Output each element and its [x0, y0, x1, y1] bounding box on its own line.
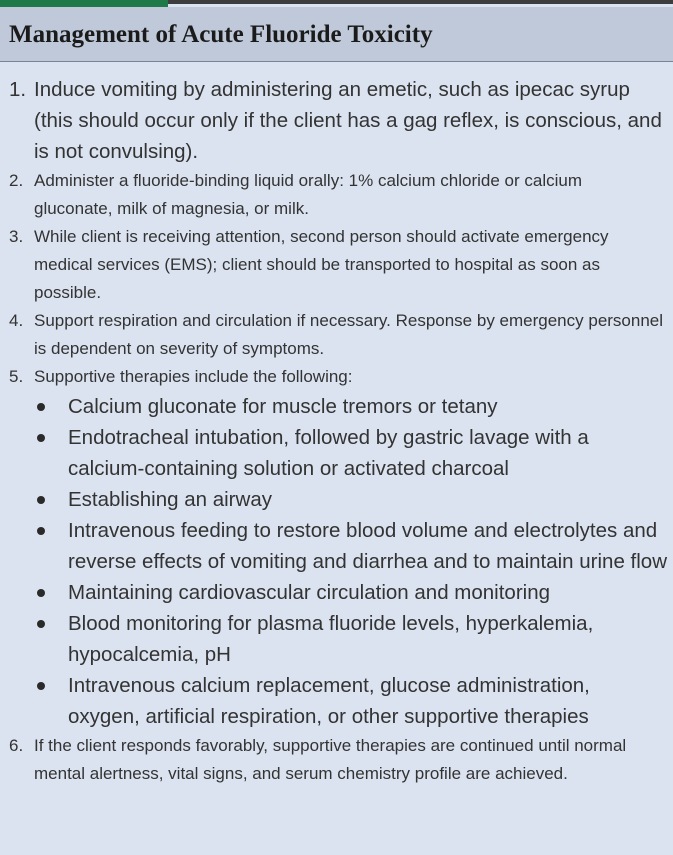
step-number: 3.	[9, 227, 24, 246]
step-2	[0, 167, 673, 223]
bullet-item	[0, 577, 673, 608]
step-1	[0, 74, 673, 167]
bullet-text: Establishing an airway	[68, 488, 272, 511]
bullet-item	[0, 422, 673, 484]
bullet-dot-icon	[37, 620, 45, 628]
bullet-text: Blood monitoring for plasma fluoride levels, hyperkalemia, hypocalcemia, pH	[68, 612, 594, 666]
bullet-dot-icon	[37, 434, 45, 442]
bullet-dot-icon	[37, 682, 45, 690]
step-text: If the client responds favorably, supportive therapies are continued until normal mental alertness, vital signs, and serum chemistry profile are achieved.	[34, 736, 627, 783]
bullet-item	[0, 484, 673, 515]
box-header	[0, 7, 673, 62]
bullet-dot-icon	[37, 496, 45, 504]
supportive-therapies-list	[0, 391, 673, 732]
step-text: While client is receiving attention, second person should activate emergency medical services (EMS); client should be transported to hospital as soon as possible.	[34, 227, 609, 302]
bullet-text: Intravenous calcium replacement, glucose administration, oxygen, artificial respiration, or other supportive therapies	[68, 674, 590, 728]
bullet-item	[0, 391, 673, 422]
step-number: 2.	[9, 171, 24, 190]
step-number: 6.	[9, 736, 24, 755]
top-accent-tab	[0, 0, 168, 7]
step-number: 5.	[9, 367, 24, 386]
step-3	[0, 223, 673, 307]
bullet-text: Endotracheal intubation, followed by gastric lavage with a calcium-containing solution or activated charcoal	[68, 426, 589, 480]
bullet-dot-icon	[37, 403, 45, 411]
step-text: Administer a fluoride-binding liquid orally: 1% calcium chloride or calcium gluconate, milk of magnesia, or milk.	[34, 171, 583, 218]
bullet-item	[0, 515, 673, 577]
bullet-item	[0, 670, 673, 732]
step-text: Induce vomiting by administering an emetic, such as ipecac syrup (this should occur only if the client has a gag reflex, is conscious, and is not convulsing).	[34, 78, 662, 163]
step-text: Support respiration and circulation if necessary. Response by emergency personnel is dependent on severity of symptoms.	[34, 311, 664, 358]
bullet-text: Maintaining cardiovascular circulation and monitoring	[68, 581, 551, 604]
bullet-dot-icon	[37, 527, 45, 535]
step-number: 4.	[9, 311, 24, 330]
bullet-dot-icon	[37, 589, 45, 597]
step-text: Supportive therapies include the following:	[34, 367, 353, 386]
step-5	[0, 363, 673, 391]
steps-list	[0, 74, 673, 788]
step-4	[0, 307, 673, 363]
box-title: Management of Acute Fluoride Toxicity	[9, 21, 433, 48]
bullet-text: Calcium gluconate for muscle tremors or tetany	[68, 395, 498, 418]
step-6	[0, 732, 673, 788]
bullet-item	[0, 608, 673, 670]
bullet-text: Intravenous feeding to restore blood volume and electrolytes and reverse effects of vomiting and diarrhea and to maintain urine flow	[68, 519, 668, 573]
step-number: 1.	[9, 78, 27, 101]
